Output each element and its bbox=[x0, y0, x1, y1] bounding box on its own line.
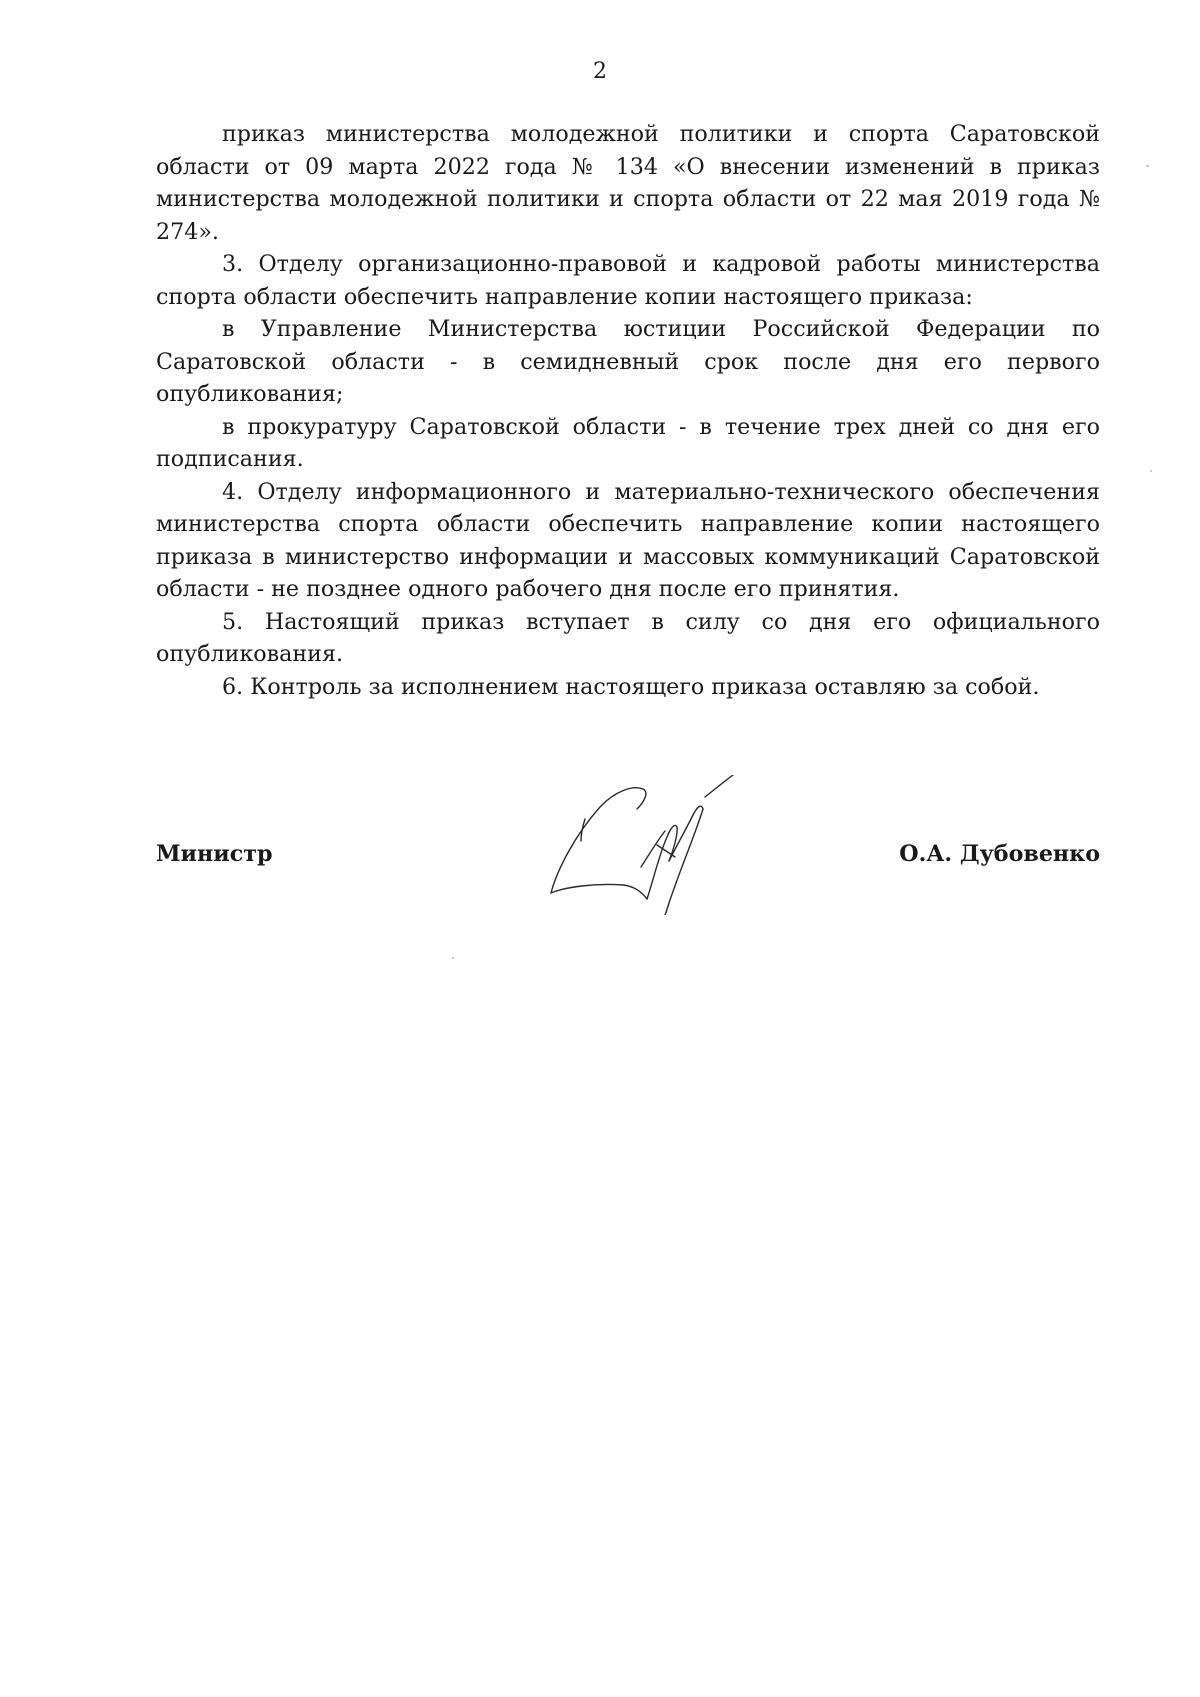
scan-speck bbox=[1146, 165, 1149, 167]
signature-block bbox=[156, 838, 1100, 898]
page-number: 2 bbox=[593, 59, 607, 84]
paragraph-item-5: 5. Настоящий приказ вступает в силу со дня его официального опубликования. bbox=[156, 608, 1100, 667]
paragraph-item-4: 4. Отделу информационного и материально-технического обеспечения министерства спорта области обеспечить направление копии настоящего приказа в министерство информации и массовых коммуникаций Саратовской области - не позднее одного рабочего дня после его принятия. bbox=[156, 478, 1100, 602]
signatory-title: Министр bbox=[156, 841, 273, 867]
scan-speck bbox=[1150, 470, 1152, 472]
paragraph-item-3-justice: в Управление Министерства юстиции Российской Федерации по Саратовской области - в семидневный срок после дня его первого опубликования; bbox=[156, 316, 1100, 407]
paragraph-item-3-prosecutor: в прокуратуру Саратовской области - в течение трех дней со дня его подписания. bbox=[156, 413, 1100, 472]
paragraph-item-6: 6. Контроль за исполнением настоящего приказа оставляю за собой. bbox=[222, 673, 1040, 700]
signatory-name: О.А. Дубовенко bbox=[899, 841, 1100, 867]
document-body bbox=[156, 118, 1100, 703]
scan-speck bbox=[452, 957, 454, 959]
paragraph-continuation: приказ министерства молодежной политики и спорта Саратовской области от 09 марта 2022 года № 134 «О внесении изменений в приказ министерства молодежной политики и спорта области от 22 мая 2019 года № 274». bbox=[156, 121, 1100, 245]
paragraph-item-3: 3. Отделу организационно-правовой и кадровой работы министерства спорта области обеспечить направление копии настоящего приказа: bbox=[156, 251, 1100, 310]
